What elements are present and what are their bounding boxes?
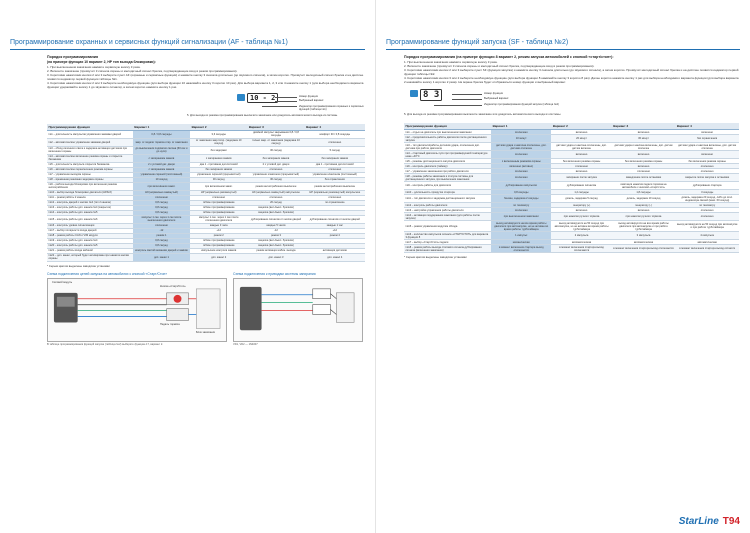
column-header: Вариант 1 [133,124,190,131]
variant-cell: отключено [551,164,611,169]
function-cell: №12 – контроль работы двигателя [404,203,491,208]
variant-cell: 10 минут [491,135,551,143]
function-cell: №2 – автоматическое управление замками дверей [47,138,133,146]
variant-cell: 30 секунд [190,177,247,182]
variant-cell: НР (нормально разомкнутый) импульсное [305,190,365,195]
variant-cell: включено [612,130,676,135]
variant-cell: выход активируется на 50 секунд при автозапуске, но не активен во время работы турботаймера [551,221,611,232]
column-header: Вариант 4 [305,124,365,131]
column-header: Вариант 3 [247,124,304,131]
column-header: Вариант 4 [675,123,739,130]
variant-cell: отключено [305,195,365,200]
function-cell: №10 – выбор выхода блокировки двигателя (НР/НЗ) [47,190,133,195]
diagram1-title: Схема подключения цепей запуска на автомобилях с кнопкой «Старт/Стоп» [47,271,168,276]
function-cell: №16 – количество импульсов сигнала «СТАРТ/СТОП» для варианта 3 функции 8 [404,232,491,240]
variant-cell: отключено [491,174,551,182]
function-cell: №17 – выбор «Старт/Стоп» педали [404,240,491,245]
variant-cell: дублирование сигналов от кнопок дверей [247,215,304,223]
table-row [404,174,739,182]
table-row [404,151,739,159]
right-table-body [404,130,739,253]
variant-cell: с запиранием замков [133,167,190,172]
variant-cell: включено [551,208,611,213]
variant-cell: по тахометру [491,203,551,208]
variant-cell: 5 секунд [305,146,365,154]
variant-cell: 30 секунд [247,146,304,154]
variant-cell: при нажатии ручного тормоза [551,213,611,221]
table-row [47,154,365,162]
variant-cell: в момент включения стартера выход отключается [491,245,551,253]
car-icon [410,90,418,97]
variant-cell: датчики удара и наклона отключены, доп. датчик включен [551,143,611,151]
brand-name: StarLine [678,516,719,527]
function-cell: №5 – длительность импульса открытия багажника [47,162,133,167]
variant-cell: защелка (вкл./выкл. брелком) [247,238,304,243]
variant-cell: с запиранием замков [190,154,247,162]
diagram-start-stop [47,272,227,346]
callout-line [275,97,297,98]
variant-cell: датчики удара и наклона включены, доп. датчик отключен [675,143,739,151]
variant-cell: режим 3 [247,233,304,238]
diagram2-title: Схема подключения к приводам системы запирания [233,271,316,276]
variant-cell: 3,6 секунды [190,130,247,138]
right-footnote: * Серым цветом выделены заводские установки [404,255,467,260]
function-cell: №17 – выбор полярности входа дверей [47,228,133,233]
variant-cell: в момент включения стартера выход отключается [612,245,676,253]
variant-cell: режим активации кабин. выхода [247,248,304,253]
variant-cell: 30 минут [612,135,676,143]
function-cell: №20 – контроль работы доп. канала №5 [47,243,133,248]
variant-cell: режим 2 [190,233,247,238]
variant-cell: 4 импульса [675,232,739,240]
variant-cell: 3 секунды [675,190,739,195]
variant-cell: отключено [190,195,247,200]
function-cell: №12 – контроль дверей с кнопки №4 (тип 2 канала) [47,200,133,205]
variant-cell: включено [551,169,611,174]
function-cell: №11 – режим работы 2 канала [47,195,133,200]
left-footnote: * Серым цветом выделены заводские установки [47,263,110,268]
function-cell: №6 – автоматическое переключение режима охраны [47,167,133,172]
brand-logo [679,516,740,527]
function-cell: №3 – тип двигателя/работы датчиков удара, отключение доп. датчика при работе двигателя [404,143,491,151]
variant-cell: защелка (вкл./выкл. брелком) [247,210,304,215]
variant-cell: отключено [612,169,676,174]
variant-cell: +12 [190,228,247,233]
function-cell: №13 – настройки управления работы двигателя [404,208,491,213]
function-cell: №10 – длительность прокрутки стартера [404,190,491,195]
variant-cell: 1,8 секунды [612,190,676,195]
variant-cell: отключено [675,213,739,221]
right-functions-table [404,123,739,253]
function-cell: №14 – контроль работы доп. канала №5 [47,210,133,215]
diagram1-label: Силовой модуль [52,280,73,284]
variant-cell: комфорт 30 / 0,8 секунды [305,130,365,138]
table-row [404,135,739,143]
variant-cell: включено (активно) [491,164,551,169]
column-header: Вариант 1 [491,123,551,130]
variant-cell: гибкое программирование [190,243,247,248]
function-cell: №1 – отдых на двигатель при выключенном зажигании [404,130,491,135]
variant-cell: при включённом зажиг. [133,182,190,190]
left-functions-table [47,124,365,262]
variant-cell: без задержки [190,146,247,154]
variant-cell: отключено [305,167,365,172]
callout-line [452,94,482,95]
variant-cell: гибкое программирование [190,238,247,243]
variant-cell: выход активируется на все время работы двигателя при автозапуске, но не активен во время работы турботаймера [491,221,551,232]
table-row [47,138,365,146]
variant-cell: автоматическая [551,240,611,245]
variant-cell: 0,8 секунды [491,190,551,195]
left-page-title: Программирование охранных и сервисных функций сигнализации (AF - таблица №1) [10,39,288,46]
variant-cell: 3 импульса [612,232,676,240]
table-row [404,195,739,203]
variant-cell: закр. от педали тормоза откр. от зажигания [133,138,190,146]
function-cell: №4 – автоматическое включение режима охраны и открытие багажника [47,154,133,162]
variant-cell: управление сиреной (прерывистый) [190,172,247,177]
callout-line [434,105,482,106]
diagram2-caption: VD1, VD2 — 1N4007 [233,342,258,346]
variant-cell: контроль светой механики дверей и замков [133,248,190,253]
variant-cell: датчики удара и наклона включены, доп. датчик отключен [612,143,676,151]
variant-cell: только закр. от зажигания (задержка 10 секунд) [247,138,304,146]
variant-cell: два 1 - противная дат.системой [190,162,247,167]
column-header: Программируемая функция [404,123,491,130]
variant-cell: включено [551,130,611,135]
function-cell: №15 – контроль работы доп. канала №6 [47,215,133,223]
function-cell: №7 – управление выходом сирены [47,172,133,177]
variant-cell: без включения режима охраны [551,159,611,164]
variant-cell: дизель, задержка 5 секунд [551,195,611,203]
variant-cell: при нажатии ручного тормоза [612,213,676,221]
variant-cell: гибкое программирование [190,200,247,205]
variant-cell: выход активируется на все время работы двигателя при автозапуске и при работе турботаймера [612,221,676,232]
variant-cell: отключено [675,208,739,213]
variant-cell: отключено [675,164,739,169]
right-page [375,0,750,533]
variant-cell: 1 импульс [491,232,551,240]
variant-cell: импульсное контроля замков [190,248,247,253]
function-cell: №1 – длительность импульсов управления замками дверей [47,130,133,138]
left-diagrams [47,272,365,346]
variant-cell: дизель, задержка 10 секунд [612,195,676,203]
variant-cell: 0,8 / 0,8 секунды [133,130,190,138]
diagram1-label: Педаль тормоза [160,322,180,326]
variant-cell: в момент включения стартера выход остается [675,245,739,253]
function-cell: №6 – контроль двигателя (таймер) [404,164,491,169]
variant-cell: каждые 1 час [305,223,365,228]
variant-cell: управление клаксоном (прерывистый) [247,172,304,177]
variant-cell: имитация нажатия педали тормоза на автомобиле с кнопкой «старт/стоп» [612,182,676,190]
right-step: 4. Короткими нажатиями кнопки 3 или 2 выберите необходимую функцию (для выбора функции 8 нажимайте кнопку 3 коротко 8 раз). Далее коротко нажмите кнопку 1 раз для выбора необходимого варианта функции (для выбора варианта 2 нажимайте кнопку 1 коротко 2 раза). На экране брелка будет отображаться номер функции и выбранный вариант. [404,75,739,85]
variant-cell: активация датчиков [305,248,365,253]
variant-cell: отключено [491,130,551,135]
variant-cell: без включения режима охраны [612,159,676,164]
variant-cell: -12 [247,228,304,233]
variant-cell: датчики удара и наклона отключены, доп. датчики отключен [491,143,551,151]
variant-cell: запирание после запуска [551,174,611,182]
variant-cell: автоматическая [675,240,739,245]
variant-label: Выбранный вариант [484,97,509,101]
left-page-titlebar [10,36,365,50]
variant-cell: режим 1 [133,233,190,238]
variant-cell: НР (нормально разомкнутый) [190,190,247,195]
column-header: Вариант 2 [190,124,247,131]
variant-cell: управление сиреной (постоянный) [133,172,190,177]
variant-cell: управление клаксоном (постоянный) [305,172,365,177]
variant-cell: с включенным режимом охраны [491,159,551,164]
function-cell: №9 – работа выхода блокировки при включении режима антиограбления [47,182,133,190]
function-cell: №8 – временная режимная задержка охраны [47,177,133,182]
variant-cell: защелка (вкл./выкл. брелком) [247,243,304,248]
table-row [404,232,739,240]
variant-cell: доп. канал 4 [305,253,365,261]
variant-cell: включено [612,208,676,213]
variant-cell: дублирование сигналом [551,182,611,190]
right-page-titlebar [386,36,740,50]
variant-cell: автоматическая [612,240,676,245]
function-cell: №3 – обход салонного света и задержка активации датчиков при включении охраны [47,146,133,154]
right-procedure [386,55,740,120]
variant-cell: закрытие после запуска и остановки [675,174,739,182]
right-display-illustration [404,86,740,120]
variant-cell: 2 импульса [551,232,611,240]
variant-cell: без ограничения [305,177,365,182]
variant-cell: по тахометру [675,203,739,208]
right-procedure-title: Порядок программирования (на примере функции 8 вариант 2, режим запуска автомобилей с кнопкой «старт/стоп»): [404,55,614,59]
function-cell: №5 – режимы дистанционного запуска двигателя [404,159,491,164]
left-step: 4. Короткими нажатиями кнопок 2 или 3 выберите необходимую функцию (для выбора функции 10 нажимайте кнопку 3 коротко 10 раз). Для выбора варианта 1, 2, 3 или 4 нажмите кнопку 1 (для выбора необходимого варианта функции удерживайте кнопку 1 до звукового сигнала), а затем коротко нажмите кнопку 1 раз. [47,81,364,90]
variant-cell: без запирания замков [247,154,304,162]
variant-cell: импульс 1 сек. через 1 сек после отключения двигателя [190,215,247,223]
table-row [47,253,365,261]
variant-cell: НЗ (нормально замкнутый) импульсное [247,190,304,195]
variant-cell: 2 х угловой дат. двери [133,162,190,167]
fob-lcd: 10 - 2 [247,93,278,103]
variant-cell: каждые 3 часа [190,223,247,228]
function-cell: №14 – активация поддержания зажигания (для работы после запуска) [404,213,491,221]
variant-cell: гибкое программирование [190,210,247,215]
function-cell: №18 – режим работы выхода стопового сигнала дублирования сигнала (включения зажигания) [404,245,491,253]
variant-cell: при выключенном зажигании [491,213,551,221]
diagram2-drawing [233,278,363,342]
left-procedure-title: Порядок программирования [47,55,99,59]
callout-line [262,106,297,107]
column-header: Вариант 2 [551,123,611,130]
table-row [47,146,365,154]
function-cell: №13 – контроль работы доп. канала №4 (закрытие) [47,205,133,210]
variant-cell: 0,8 секунд [133,243,190,248]
variant-cell: отключено [247,167,304,172]
variant-cell: генератору (+) [551,203,611,208]
variant-cell: отключено [133,195,190,200]
variant-cell: 10 секунд [133,177,190,182]
variant-cell: каждые 5 часов [247,223,304,228]
function-cell: №22 – доп. канал, который будет активирован при нажатии кнопки охраны [47,253,133,261]
function-cell: №21 – режим работы входа кабиной [47,248,133,253]
diagram1-label: Блок зажигания [196,330,215,334]
variant-cell: включено [675,151,739,159]
variant-label: Выбранный вариант [299,98,324,102]
variant-cell: отключено [675,169,739,174]
callout-line [275,101,297,102]
left-step: 3. Короткими нажатиями кнопки 2 или 3 выберите пункт AF (охранные и сервисные функции) и нажмите кнопку 3 сначала длительно (до звукового сигнала), а затем коротко. Прозвучит мелодичный сигнал брелка и на дисплее появится индикатор первой функции таблицы №1. [47,73,364,82]
function-cell: №18 – режим работы CAN и VIM модуля [47,233,133,238]
function-cell: №19 – контроль работы доп. канала №4 [47,238,133,243]
table-row [404,213,739,221]
variant-cell: генератору (-) [612,203,676,208]
function-cell: №7 – управление зажиганием при работе двигателя [404,169,491,174]
indicator-label: Индикатор программирования охранных и сервисных функций (таблица №1) [299,104,364,111]
car-icon [237,94,245,101]
table-row [404,143,739,151]
variant-cell: отключено [491,169,551,174]
diagram-locks [233,272,363,346]
function-cell: №16 – контроль уровня сигнализации [47,223,133,228]
variant-cell: без запирания замков [305,154,365,162]
left-procedure [10,55,365,122]
function-cell: №11 – тип двигателя и задержка дистанционного запуска [404,195,491,203]
variant-cell: +12 [305,228,365,233]
variant-cell: режим антиограбления выключен [305,182,365,190]
variant-cell: гибкое программирование [190,205,247,210]
variant-cell: при включённом зажиг. [190,182,247,190]
table-row [404,245,739,253]
variant-cell: дублирование импульсом [491,182,551,190]
left-table-body [47,130,365,261]
variant-cell: 1,2 секунды [551,190,611,195]
variant-cell: выход активируется на 50 секунд при автозапуске и при работе турботаймера [675,221,739,232]
variant-cell: доп. канал 2 [190,253,247,261]
variant-cell: с запиранием замков [133,154,190,162]
variant-cell: отключено [133,223,190,228]
variant-cell: отключено [491,208,551,213]
brand-model: T94 [722,516,740,527]
variant-cell: без запирания замков [190,167,247,172]
table-row [404,182,739,190]
variant-cell: отключено [491,151,551,159]
variant-cell: без включения режима охраны [675,159,739,164]
variant-cell: включено [612,164,676,169]
function-cell: №2 – продолжительность работы двигателя после дистанционного запуска [404,135,491,143]
variant-cell: двойной импульс закрывания 0,8 / 0,8 секунды [247,130,304,138]
right-page-title: Программирование функций запуска (SF - таблица №2) [386,39,569,46]
function-cell: №9 – контроль работы для двигателя [404,182,491,190]
diagram1-caption: В таблице программирования функций запуска (таблица №2) выберите функцию 17, вариант 2. [47,342,163,346]
left-step: 1. При выключенном зажигании нажмите сервисную кнопку 3 раза. [47,65,141,69]
variant-cell: бензин, задержка 2 секунды [491,195,551,203]
variant-cell: 0,8 секунд [133,200,190,205]
variant-cell: НЗ (нормально замкнутый) [133,190,190,195]
variant-cell: 20 секунд [247,200,304,205]
variant-cell: дублирование стартера [675,182,739,190]
table-row [47,182,365,190]
func-number-label: Номер функции [299,94,319,98]
variant-cell: механическая [491,240,551,245]
variant-cell: в момент включения стартера выход отключается [551,245,611,253]
variant-cell: дублирование сигналов от кнопок дверей [305,215,365,223]
variant-cell: без ограничения [675,135,739,143]
variant-cell: отключено [305,138,365,146]
column-header: Программируемая функция [47,124,133,131]
left-procedure-example: (на примере функции 10 вариант 2, НР тип выхода блокировки): [47,59,156,64]
right-exit-note: 5. Для выхода из режима программирования выключите зажигание или дождитесь автоматического выхода из системы. [404,112,562,117]
table-row [47,215,365,223]
variant-cell: 0,8 секунд [133,210,190,215]
variant-cell: 20 минут [551,135,611,143]
fob-lcd: 8 3 [420,89,442,101]
variant-cell: импульс 1 сек. через 1 сек после выключения двигателя [133,215,190,223]
variant-cell: до выключения подсветки салона (60 сек и до нуля) [133,146,190,154]
variant-cell: от зажигания закр./откр. (задержка 10 секунд) [190,138,247,146]
column-header: Вариант 3 [612,123,676,130]
variant-cell: 30 секунд [247,177,304,182]
function-cell: №8 – режимы работы зажигания и статуса системы для дистанционного запуска, при выключении зажигания [404,174,491,182]
variant-cell: включено [612,151,676,159]
function-cell: №4 – стартовый двигатель пуск при программируемой температуре ниже +40°C [404,151,491,159]
variant-cell: замедление после остановки [612,174,676,182]
variant-cell: 0,8 секунд [133,205,190,210]
variant-cell: включено [551,151,611,159]
table-row [404,221,739,232]
variant-cell: два 1 - противная дат.системой [305,162,365,167]
left-steps [47,65,365,90]
variant-cell: защелка (вкл./выкл. брелком) [247,205,304,210]
variant-cell: по ограничению [305,200,365,205]
right-steps [404,60,740,85]
func-number-label: Номер функции [484,92,504,96]
variant-cell: -12 [133,228,190,233]
left-exit-note: 5. Для выхода из режима программирования выключите зажигание или дождитесь автоматического выхода из системы. [187,113,338,117]
left-display-illustration [47,92,365,122]
variant-cell: отключено [247,195,304,200]
diagram1-drawing [47,278,227,342]
left-step: 2. Включите зажигание (прозвучит 3 сигнала сирены и мелодичный сигнал брелка, подтверждающие вход в режим программирования). [47,69,238,74]
table-row [47,130,365,138]
indicator-label: Индикатор программирования функций запуска (таблица №2) [484,103,559,107]
variant-cell: доп. канал 3 [247,253,304,261]
right-step: 1. При выключенном зажигании нажмите сервисную кнопку 3 раза. [404,59,498,64]
variant-cell: режим антиограбления выключен [247,182,304,190]
variant-cell: доп. канал 1 [133,253,190,261]
function-cell: №15 – режим управления модулем обхода [404,221,491,232]
right-step: 3. Короткими нажатиями кнопок 2 или 3 выберите пункт SF (функции запуска) и нажмите кнопку 3 сначала длительно (до звукового сигнала), а затем коротко. Прозвучит мелодичный сигнал брелка и на дисплее появится индикатор первой функции таблицы №2. [404,67,739,76]
variant-cell: 0,8 секунд [133,238,190,243]
variant-cell: 2 х угловой дат. двери [247,162,304,167]
variant-cell: дизель, задержка 20 секунд, либо до откл. индикатора свечей (макс. 60 секунд) [675,195,739,203]
diagram2-svg [234,279,362,342]
callout-line [452,99,482,100]
variant-cell: режим 4 [305,233,365,238]
diagram1-label: Кнопка «Старт/Стоп» [160,284,186,288]
variant-cell: включено [675,130,739,135]
right-step: 2. Включите зажигание (прозвучит 3 сигнала сирены и мелодичный сигнал брелка, подтверждающие вход в режим программирования). [404,63,595,68]
